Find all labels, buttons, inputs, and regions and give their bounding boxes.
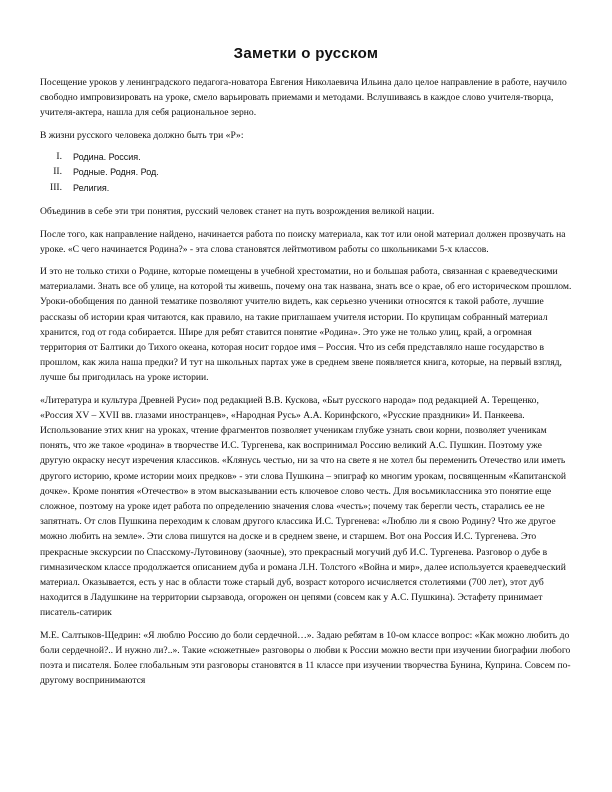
paragraph-local-history: И это не только стихи о Родине, которые помещены в учебной хрестоматии, но и большая работа, связанная с краеведческими материалами. Знать все об улице, на которой ты живешь, почему она так названа, знать все о крае, об его историческом прошлом. Уроки-обобщения по данной тематике позволяют учителю видеть, как серьезно ученики относятся к такой работе, лучшие рассказы об истории края читаются, как правило, на такие приглашаем учителя истории. По крупицам собранный материал хранится, год от года собирается. Шире для ребят ставится понятие «Родина». Это уже не только улиц, край, а огромная территория от Балтики до Тихого океана, которая носит гордое имя – Россия. Что из себя представляло наше государство в прошлом, как жила наша предки? И тут на школьных партах уже в среднем звене появляется книга, которые, на первый взгляд, лучше бы пригодилась на уроке истории.	[40, 265, 572, 384]
document-title: Заметки о русском	[233, 45, 379, 62]
list-item-text: Религия.	[73, 182, 110, 193]
three-r-list	[40, 150, 574, 197]
list-item-number: II.	[53, 166, 62, 178]
paragraph-nation: Объединив в себе эти три понятия, русский человек станет на путь возрождения великой нации.	[40, 206, 435, 218]
list-item	[40, 150, 574, 166]
list-item-number: III.	[50, 181, 62, 193]
list-item-text: Родные. Родня. Род.	[73, 167, 159, 178]
paragraph-three-r: В жизни русского человека должно быть три «Р»:	[40, 129, 244, 141]
list-item-text: Родина. Россия.	[73, 151, 141, 162]
paragraph-material-search: После того, как направление найдено, начинается работа по поиску материала, как тот или оной материал должен прозвучать на уроке. «С чего начинается Родина?» - эта слова становятся лейтмотивом работы со школьниками 5-х классов.	[40, 228, 566, 255]
paragraph-saltykov: М.Е. Салтыков-Щедрин: «Я люблю Россию до боли сердечной…». Задаю ребятам в 10-ом классе вопрос: «Как можно любить до боли сердечной?.. И нужно ли?..». Такие «сюжетные» разговоры о любви к России можно вести при изучении биографии любого поэта и писателя. Более глобальным эти разговоры становятся в 11 классе при изучении творчества Бунина, Куприна. Совсем по-другому воспринимаются	[40, 629, 571, 687]
list-item	[40, 181, 574, 197]
list-item	[40, 165, 574, 181]
paragraph-literature: «Литература и культура Древней Руси» под редакцией В.В. Кускова, «Быт русского народа» под редакцией А. Терещенко, «Россия XV – XVII вв. глазами иностранцев», «Народная Русь» А.А. Коринфского, «Русские праздники» И. Панкеева. Использование этих книг на уроках, чтение фрагментов позволяет ученикам глубже узнать свои корни, позволяет ученикам понять, что же такое «родина» в творчестве И.С. Тургенева, как воспринимал Россию великий А.С. Пушкин. Поэтому уже другую окраску несут изречения классиков. «Клянусь честью, ни за что на свете я не хотел бы переменить Отечество или иметь другого историю, кроме истории моих предков» - эти слова Пушкина – эпиграф ко многим урокам, посвященным «Капитанской дочке». Кроме понятия «Отечество» в этом высказывании есть ключевое слово честь. Для восьмиклассника это понятие еще сложное, поэтому на уроке идет работа по определению значения слова «честь»; почему так берегли честь, старались ее не запятнать. От слов Пушкина переходим к словам другого классика И.С. Тургенева: «Люблю ли я свою Родину? Что же другое можно любить на земле». Эти слова пишутся на доске и в среднем звене, и старшем. Вот она Россия И.С. Тургенева. Это прекрасные экскурсии по Спасскому-Лутовинову (заочные), это прекрасный могучий дуб И.С. Тургенева. Разговор о дубе в гимназическом классе продолжается описанием дуба и романа Л.Н. Толстого «Война и мир», далее используется краеведческий материал. Оказывается, есть у нас в области тоже старый дуб, возраст которого исчисляется столетиями (700 лет), этот дуб находится в Ладушкине на территории сырзавода, огорожен он цепями (совсем как у А.С. Пушкина). Эстафету принимает писатель-сатирик	[40, 394, 567, 619]
list-item-number: I.	[56, 150, 62, 162]
paragraph-intro: Посещение уроков у ленинградского педагога-новатора Евгения Николаевича Ильина дало целое направление в работе, научило свободно импровизировать на уроке, смело варьировать приемами и методами. Вслушиваясь в каждое слово учителя-творца, учителя-актера, нашла для себя рациональное зерно.	[40, 77, 567, 119]
document-body	[40, 75, 574, 695]
